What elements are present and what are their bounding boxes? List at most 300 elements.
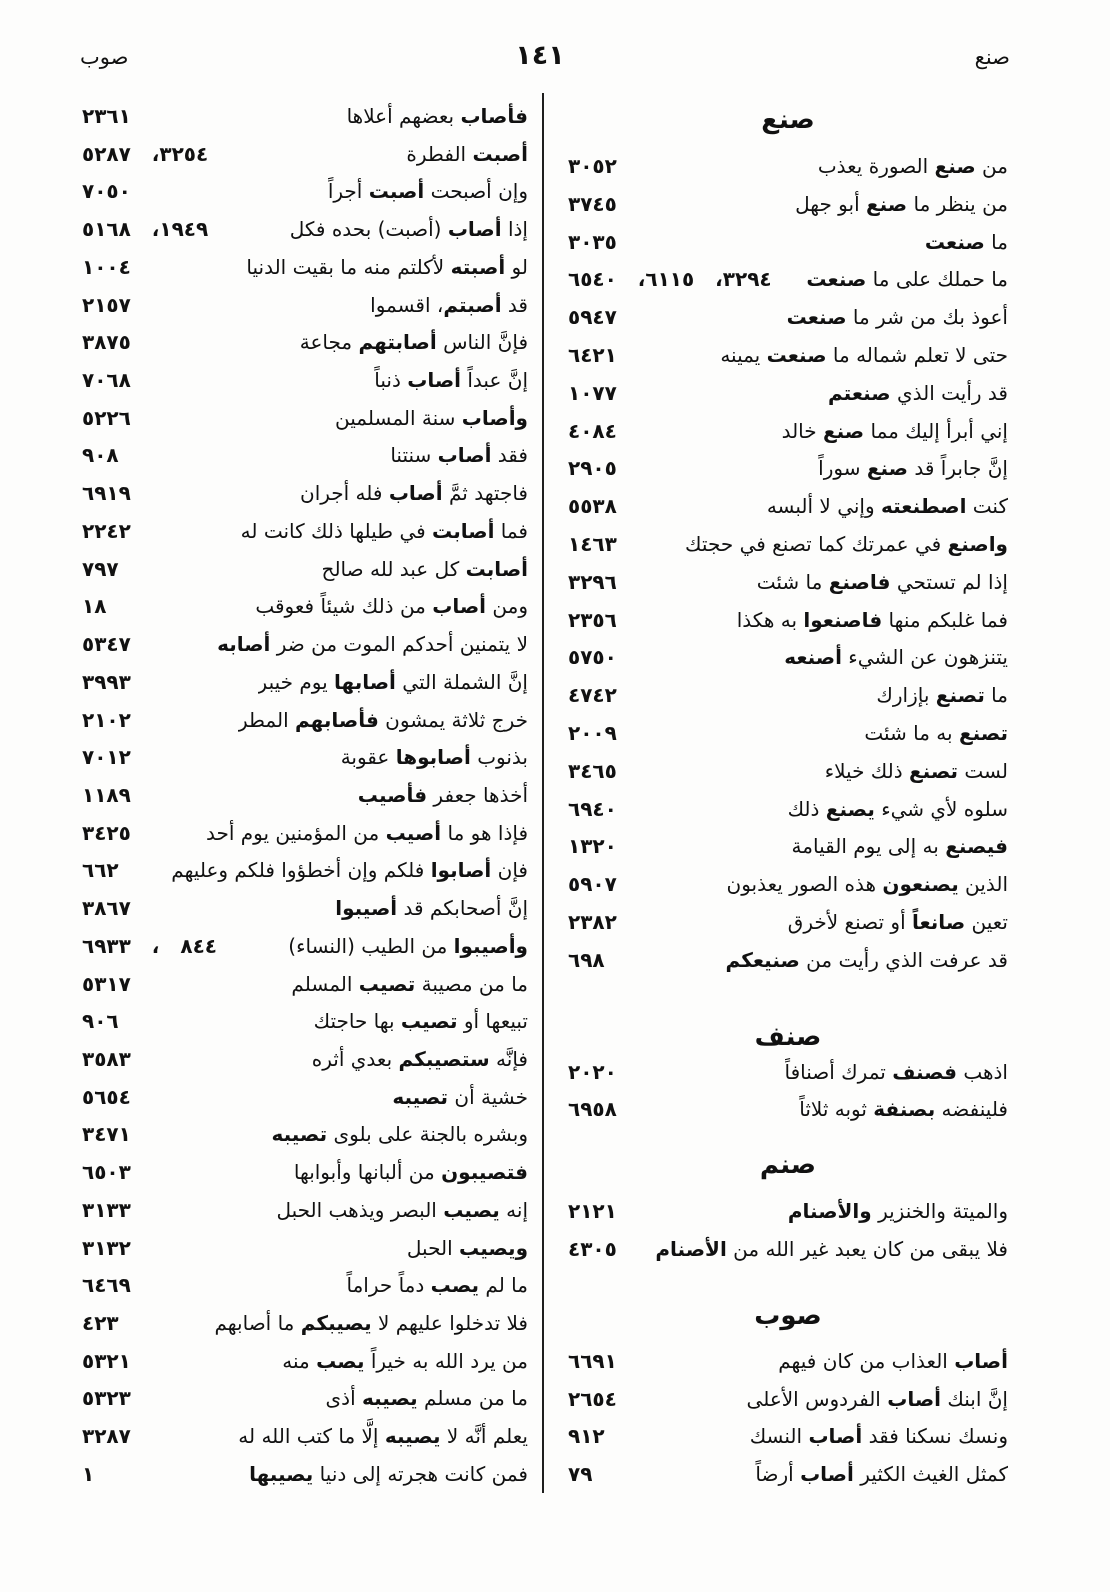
entry-text	[326, 1380, 528, 1418]
index-entry	[82, 513, 528, 551]
entry-keyword: وأصيبوا	[453, 933, 528, 958]
entry-text-segment: وإن أصبحت	[424, 179, 528, 204]
entry-keyword: صنعت	[924, 229, 985, 254]
entry-text	[864, 715, 1008, 753]
entry-keyword: يصب	[316, 1348, 365, 1373]
entry-text-segment: ما شئت	[756, 569, 829, 594]
index-entry	[82, 664, 528, 702]
running-head-start: صنع	[974, 45, 1010, 69]
entry-text	[788, 1193, 1008, 1231]
entry-text-segment: أبو جهل	[795, 191, 866, 216]
entry-keyword: أصاب	[887, 1386, 942, 1411]
entry-text-segment: ما من مسلم	[417, 1386, 528, 1411]
entry-keyword: يصيبه	[362, 1386, 418, 1411]
index-entry	[568, 186, 1008, 224]
entry-refs: ١٩٤٩، ٥١٦٨	[82, 217, 209, 242]
entry-keyword: صنع	[822, 418, 865, 443]
entry-text-segment: ومن	[486, 594, 528, 619]
entry-refs: ٧٩٧	[82, 556, 119, 581]
entry-refs: ٢٠٢٠	[568, 1059, 617, 1084]
entry-text-segment: قد عرفت الذي رأيت من	[799, 947, 1008, 972]
entry-refs: ٣٨٧٥	[82, 330, 131, 355]
entry-keyword: الأصنام	[655, 1236, 727, 1261]
index-entry	[82, 211, 528, 249]
entry-text	[294, 1154, 528, 1192]
entry-text-segment: من ينظر ما	[907, 191, 1008, 216]
entry-text-segment: المسلم	[291, 971, 359, 996]
entry-refs: ٦٩٥٨	[568, 1097, 617, 1122]
entry-text-segment: فإذا هو ما	[441, 820, 528, 845]
entry-keyword: تصنع	[935, 683, 985, 708]
entry-refs: ١٤٦٣	[568, 531, 617, 556]
index-entry	[568, 904, 1008, 942]
index-entry	[82, 1003, 528, 1041]
index-entry	[82, 777, 528, 815]
entry-text-segment: كنت	[966, 494, 1008, 519]
index-entry	[568, 602, 1008, 640]
entry-text-segment: ثوبه ثلاثاً	[799, 1097, 874, 1122]
entry-text-segment: فما غلبكم منها	[882, 607, 1008, 632]
entry-refs: ٨٤٤ ، ٦٩٣٣	[82, 933, 217, 958]
entry-refs: ٢١٢١	[568, 1199, 617, 1224]
entry-refs: ٧٠٦٨	[82, 368, 131, 393]
index-entry	[82, 1418, 528, 1456]
index-entry	[82, 136, 528, 174]
root-heading: صنف	[754, 1021, 822, 1052]
entry-text-segment: إذا لم تستحي	[890, 569, 1008, 594]
entry-text-segment: ما	[984, 229, 1008, 254]
index-entry	[82, 1380, 528, 1418]
entry-keyword: أصبتم	[443, 292, 502, 317]
entry-text-segment: سوراً	[818, 456, 867, 481]
entry-refs: ٤٢٣	[82, 1311, 119, 1335]
entry-text	[300, 324, 528, 362]
entry-keyword: أصابت	[432, 518, 495, 543]
entry-text-segment: إني أبرأ إليك مما	[864, 418, 1008, 443]
entry-keyword: فأصاب	[460, 104, 528, 128]
entry-text-segment: تبيعها أو	[457, 1009, 528, 1034]
index-entry	[82, 890, 528, 928]
entry-text-segment: إنَّ الشملة التي	[395, 669, 528, 694]
entry-refs: ٤٣٠٥	[568, 1236, 617, 1261]
entry-text-segment: بها حاجتك	[313, 1009, 401, 1034]
entry-text-segment: هذه الصور يعذبون	[726, 872, 883, 897]
entry-refs: ٢٢٤٢	[82, 518, 131, 543]
entry-refs: ١	[82, 1461, 95, 1486]
entry-refs: ٥٦٥٤	[82, 1084, 131, 1109]
index-entry	[568, 715, 1008, 753]
index-entry	[82, 626, 528, 664]
entry-text-segment: ما لم	[479, 1273, 528, 1298]
entry-text	[314, 1003, 528, 1041]
entry-refs: ٢٩٠٥	[568, 456, 617, 481]
entry-text	[217, 626, 528, 664]
entry-text-segment: فإن	[491, 858, 528, 883]
entry-keyword: تصنع	[909, 758, 959, 783]
entry-text	[757, 564, 1008, 602]
entry-text	[374, 362, 528, 400]
root-heading: صنع	[761, 105, 815, 135]
entry-text-segment: تمرك أصنافاً	[784, 1059, 893, 1084]
entry-refs: ٢٣٥٦	[568, 607, 617, 632]
entry-keyword: صنعت	[766, 342, 827, 367]
entry-text	[346, 1267, 528, 1305]
entry-keyword: صنع	[866, 456, 908, 481]
entry-refs: ٥٧٥٠	[568, 645, 617, 670]
index-entry	[82, 1154, 528, 1192]
entry-refs: ٦٦٩١	[568, 1348, 617, 1373]
entry-text	[215, 1305, 529, 1343]
entry-text	[406, 136, 528, 174]
entry-keyword: أصابها	[334, 669, 396, 694]
entry-keyword: فصنف	[892, 1059, 957, 1084]
entry-text-segment: الفردوس الأعلى	[746, 1386, 888, 1411]
entry-keyword: فيصنع	[945, 834, 1008, 859]
entry-text	[392, 1079, 528, 1117]
entry-text-segment: لست	[958, 758, 1008, 783]
entry-refs: ٤٠٨٤	[568, 418, 617, 443]
entry-text-segment: دماً حراماً	[346, 1273, 431, 1298]
entry-text-segment: وإني لا ألبسه	[766, 494, 882, 519]
entry-refs: ٢٦٥٤	[568, 1386, 617, 1411]
entry-refs: ٣٥٨٣	[82, 1046, 131, 1071]
entry-text-segment: أو تصنع لأخرق	[787, 909, 912, 934]
entry-text	[818, 450, 1008, 488]
entry-refs: ٥٣٢٣	[82, 1386, 131, 1411]
index-entry	[82, 852, 528, 890]
entry-refs: ٣٢٩٤، ٦١١٥، ٦٥٤٠	[568, 267, 772, 292]
entry-keyword: فاصنع	[828, 569, 891, 594]
entry-text-segment: (أصبت) بحده فكل	[289, 217, 448, 242]
entry-keyword: أصابوا	[430, 858, 492, 883]
entry-text-segment: المطر	[237, 707, 295, 732]
entry-refs: ٦٤٢١	[568, 342, 617, 367]
entry-keyword: تصنع	[958, 720, 1008, 745]
entry-keyword: ستصيبكم	[398, 1046, 490, 1071]
entry-text	[726, 942, 1008, 980]
entry-refs: ٣٩٩٣	[82, 669, 131, 694]
entry-text-segment: بعضهم أعلاها	[346, 104, 461, 128]
entry-keyword: اصطنعته	[881, 494, 967, 519]
entry-refs: ٣٤٧١	[82, 1122, 131, 1147]
entry-text-segment: تعين	[965, 909, 1008, 934]
entry-refs: ٦٤٦٩	[82, 1273, 131, 1298]
entry-refs: ٩٠٦	[82, 1009, 119, 1034]
entry-refs: ٥٣٢١	[82, 1348, 131, 1373]
entry-refs: ٥٩٤٧	[568, 305, 617, 330]
index-entry	[82, 1343, 528, 1381]
index-entry	[568, 261, 1008, 299]
entry-text	[390, 437, 528, 475]
entry-text	[747, 1381, 1008, 1419]
entry-text-segment: ، اقسموا	[370, 292, 444, 317]
entry-keyword: تصيب	[358, 971, 416, 996]
entry-refs: ٣٠٣٥	[568, 229, 617, 254]
entry-text	[737, 602, 1008, 640]
entry-keyword: فأصابهم	[294, 707, 379, 732]
entry-refs: ٩٠٨	[82, 443, 119, 468]
entry-refs: ١٣٢٠	[568, 834, 617, 859]
root-heading: صوب	[754, 1300, 822, 1331]
entry-text-segment: سلوه لأي شيء	[874, 796, 1008, 821]
entry-refs: ٦٩١٩	[82, 481, 131, 506]
entry-text	[685, 526, 1008, 564]
column-first	[568, 90, 1008, 1494]
entry-keyword: أصنعه	[784, 645, 842, 670]
index-entry	[82, 1192, 528, 1230]
entry-refs: ٩١٢	[568, 1424, 605, 1449]
index-entry	[82, 324, 528, 362]
entry-text-segment: بإزارك	[876, 683, 936, 708]
entry-keyword: يصيبها	[249, 1461, 314, 1486]
entry-keyword: يصيبه	[384, 1424, 441, 1449]
entry-text	[825, 753, 1008, 791]
entry-text-segment: به إلى يوم القيامة	[791, 834, 946, 859]
entry-refs: ٧٩	[568, 1462, 593, 1487]
entry-text-segment: أخذها جعفر	[427, 782, 528, 807]
entry-text-segment: كل عبد لله صالح	[321, 556, 466, 581]
entry-text-segment: إنَّ أصحابكم قد	[397, 896, 528, 921]
column-divider	[542, 93, 544, 1493]
entry-text	[806, 261, 1008, 299]
entry-text-segment: لا يتمنين أحدكم الموت من ضر	[270, 632, 528, 657]
entry-text-segment: اذهب	[956, 1059, 1008, 1084]
entry-refs: ٣٤٢٥	[82, 820, 131, 845]
entry-text-segment: به ما شئت	[864, 720, 959, 745]
entry-keyword: فتصيبون	[441, 1160, 528, 1185]
entry-text-segment: فإنَّه	[489, 1046, 528, 1071]
entry-text-segment: أجراً	[327, 179, 369, 204]
entry-text-segment: الذين	[958, 872, 1008, 897]
entry-text	[787, 299, 1008, 337]
entry-refs: ٥٢٢٦	[82, 405, 131, 430]
entry-text-segment: يوم خيبر	[257, 669, 334, 694]
entry-text	[788, 791, 1008, 829]
entry-text-segment: يتنزهون عن الشيء	[841, 645, 1008, 670]
entry-text-segment: من	[975, 154, 1008, 178]
index-entry	[82, 815, 528, 853]
entry-text-segment: بعدي أثره	[311, 1046, 399, 1071]
index-entry	[568, 942, 1008, 980]
entry-refs: ٦٥٠٣	[82, 1160, 131, 1185]
entry-keyword: ويصيب	[459, 1235, 528, 1260]
entry-text	[241, 513, 528, 551]
entry-text	[750, 1418, 1008, 1456]
entry-text-segment: عقوبة	[340, 745, 396, 770]
index-entry	[82, 551, 528, 589]
entry-text	[785, 1054, 1009, 1092]
entry-text-segment: الحبل	[406, 1235, 460, 1260]
entry-text-segment: فلكم وإن أخطؤوا فلكم وعليهم	[171, 858, 431, 883]
entry-text-segment: فلا تدخلوا عليهم لا	[371, 1311, 528, 1335]
entry-keyword: صنعت	[806, 267, 867, 292]
entry-text	[788, 904, 1008, 942]
entry-keyword: صنع	[934, 154, 976, 178]
entry-refs: ٣٨٦٧	[82, 896, 131, 921]
entry-text-segment: ما	[984, 683, 1008, 708]
entry-text-segment: إلَّا ما كتب الله له	[238, 1424, 385, 1449]
index-entry	[568, 1054, 1008, 1092]
index-entry	[82, 966, 528, 1004]
entry-keyword: تصيبه	[271, 1122, 328, 1147]
entry-text-segment: خالد	[781, 418, 823, 443]
index-entry	[568, 224, 1008, 262]
entry-text	[238, 702, 528, 740]
entry-text	[288, 928, 528, 966]
entry-refs: ٣٠٥٢	[568, 154, 617, 178]
entry-text-segment: من يرد الله به خيراً	[364, 1348, 528, 1373]
index-entry	[568, 526, 1008, 564]
entry-text-segment: كمثل الغيث الكثير	[853, 1462, 1008, 1487]
index-entry	[568, 564, 1008, 602]
entry-refs: ٣٢٥٤، ٥٢٨٧	[82, 141, 209, 166]
entry-keyword: واصنع	[947, 531, 1008, 556]
entry-keyword: فاصنعوا	[803, 607, 883, 632]
entry-text-segment: ذلك خيلاء	[824, 758, 910, 783]
entry-text-segment: قد رأيت الذي	[890, 380, 1008, 405]
entry-text	[358, 777, 528, 815]
entry-text-segment: ما أصابهم	[214, 1311, 301, 1335]
index-entry	[568, 337, 1008, 375]
index-entry	[82, 173, 528, 211]
entry-refs: ٥٣٤٧	[82, 632, 131, 657]
entry-text-segment: مجاعة	[299, 330, 359, 355]
entry-text-segment: ما حملك على ما	[866, 267, 1008, 292]
entry-keyword: وأصاب	[461, 405, 528, 430]
entry-text-segment: إنه	[499, 1197, 528, 1222]
entry-text	[370, 287, 528, 325]
index-entry	[82, 475, 528, 513]
entry-text-segment: إنَّ عبداً	[461, 368, 528, 393]
entry-text	[782, 413, 1008, 451]
entry-text-segment: الفطرة	[406, 141, 473, 166]
entry-keyword: أصاب	[800, 1462, 854, 1487]
entry-text	[238, 1418, 528, 1456]
entry-text-segment: من ذلك شيئاً فعوقب	[255, 594, 433, 619]
entry-refs: ٥٥٣٨	[568, 494, 617, 519]
entry-text-segment: فلينفضه	[935, 1097, 1008, 1122]
entry-keyword: أصيبوا	[335, 896, 398, 921]
entry-text	[876, 677, 1008, 715]
entry-keyword: أصاب	[437, 443, 492, 468]
index-entry	[82, 1456, 528, 1494]
index-entry	[82, 1116, 528, 1154]
entry-keyword: صنعت	[786, 305, 847, 330]
entry-text-segment: البصر ويذهب الحبل	[276, 1197, 444, 1222]
column-second	[82, 98, 528, 1494]
entry-text	[312, 1041, 528, 1079]
entry-text-segment: فقد	[491, 443, 528, 468]
entry-refs: ٢٠٠٩	[568, 720, 617, 745]
entry-text-segment: في عمرتك كما تصنع في حجتك	[685, 531, 948, 556]
index-entry	[82, 1305, 528, 1343]
entry-keyword: صنع	[865, 191, 908, 216]
entry-text-segment: إنَّ جابراً قد	[908, 456, 1008, 481]
entry-refs: ٧٠١٢	[82, 745, 131, 770]
entry-refs: ٣٢٨٧	[82, 1424, 131, 1449]
entry-text-segment: ذنباً	[374, 368, 408, 393]
entry-refs: ١١٨٩	[82, 782, 131, 807]
index-entry	[568, 1231, 1008, 1269]
entry-text	[246, 249, 528, 287]
index-entry	[82, 928, 528, 966]
entry-text-segment: ذلك	[787, 796, 826, 821]
entry-refs: ٤٧٤٢	[568, 683, 617, 708]
entry-text	[300, 475, 528, 513]
entry-refs: ٢١٥٧	[82, 292, 131, 317]
index-entry	[568, 791, 1008, 829]
entry-refs: ٦٦٢	[82, 858, 119, 883]
entry-text-segment: خرج ثلاثة يمشون	[378, 707, 528, 732]
entry-keyword: صانعاً	[912, 909, 966, 934]
entry-keyword: أصاب	[407, 368, 462, 393]
entry-keyword: بصنفة	[873, 1097, 936, 1122]
entry-text	[335, 400, 528, 438]
index-entry	[568, 375, 1008, 413]
index-entry	[568, 1343, 1008, 1381]
entry-text-segment: ما من مصيبة	[415, 971, 528, 996]
entry-keyword: أصابوها	[395, 745, 471, 770]
entry-keyword: أصاب	[432, 594, 487, 619]
entry-keyword: صنعتم	[828, 380, 891, 405]
entry-text-segment: فما	[494, 518, 528, 543]
entry-refs: ١٠٠٤	[82, 254, 131, 279]
entry-text-segment: من ألبانها وأبوابها	[293, 1160, 442, 1185]
entry-refs: ٣١٣٣	[82, 1197, 131, 1222]
index-entry	[568, 828, 1008, 866]
entry-keyword: أصابه	[217, 632, 271, 657]
entry-text-segment: ونسك نسكنا فقد	[862, 1424, 1008, 1449]
entry-text-segment: فمن كانت هجرته إلى دنيا	[313, 1461, 528, 1486]
entry-text	[347, 98, 528, 136]
entry-text	[407, 1230, 528, 1268]
entry-text-segment: أذى	[325, 1386, 362, 1411]
entry-keyword: أصابتهم	[358, 330, 437, 355]
entry-text-segment: يمينه	[720, 342, 767, 367]
entry-text	[792, 828, 1008, 866]
running-head-end: صوب	[80, 45, 129, 69]
entry-text	[290, 211, 528, 249]
entry-text-segment: فله أجران	[300, 481, 389, 506]
index-entry	[568, 413, 1008, 451]
entry-keyword: يصب	[430, 1273, 480, 1298]
entry-text	[778, 1343, 1008, 1381]
entry-keyword: أصاب	[954, 1348, 1008, 1373]
entry-text	[328, 173, 528, 211]
index-entry	[82, 1267, 528, 1305]
entry-text	[206, 815, 528, 853]
index-entry	[82, 98, 528, 136]
page-number: ١٤١	[515, 40, 565, 71]
root-heading: صنم	[759, 1150, 817, 1181]
index-entry	[82, 588, 528, 626]
entry-refs: ٦٩٨	[568, 947, 605, 972]
entry-text-segment: النسك	[749, 1424, 809, 1449]
entry-refs: ٣٤٦٥	[568, 758, 617, 783]
entry-text-segment: العذاب من كان فيهم	[778, 1348, 955, 1373]
entry-refs: ١٠٧٧	[568, 380, 617, 405]
entry-text	[818, 148, 1008, 186]
entry-keyword: أصاب	[808, 1424, 863, 1449]
index-entry	[82, 287, 528, 325]
entry-text	[727, 866, 1008, 904]
entry-keyword: أصيب	[385, 820, 442, 845]
index-entry	[82, 362, 528, 400]
index-entry	[82, 1079, 528, 1117]
entry-text-segment: به هكذا	[736, 607, 804, 632]
entry-text	[655, 1231, 1008, 1269]
entry-text	[258, 664, 528, 702]
